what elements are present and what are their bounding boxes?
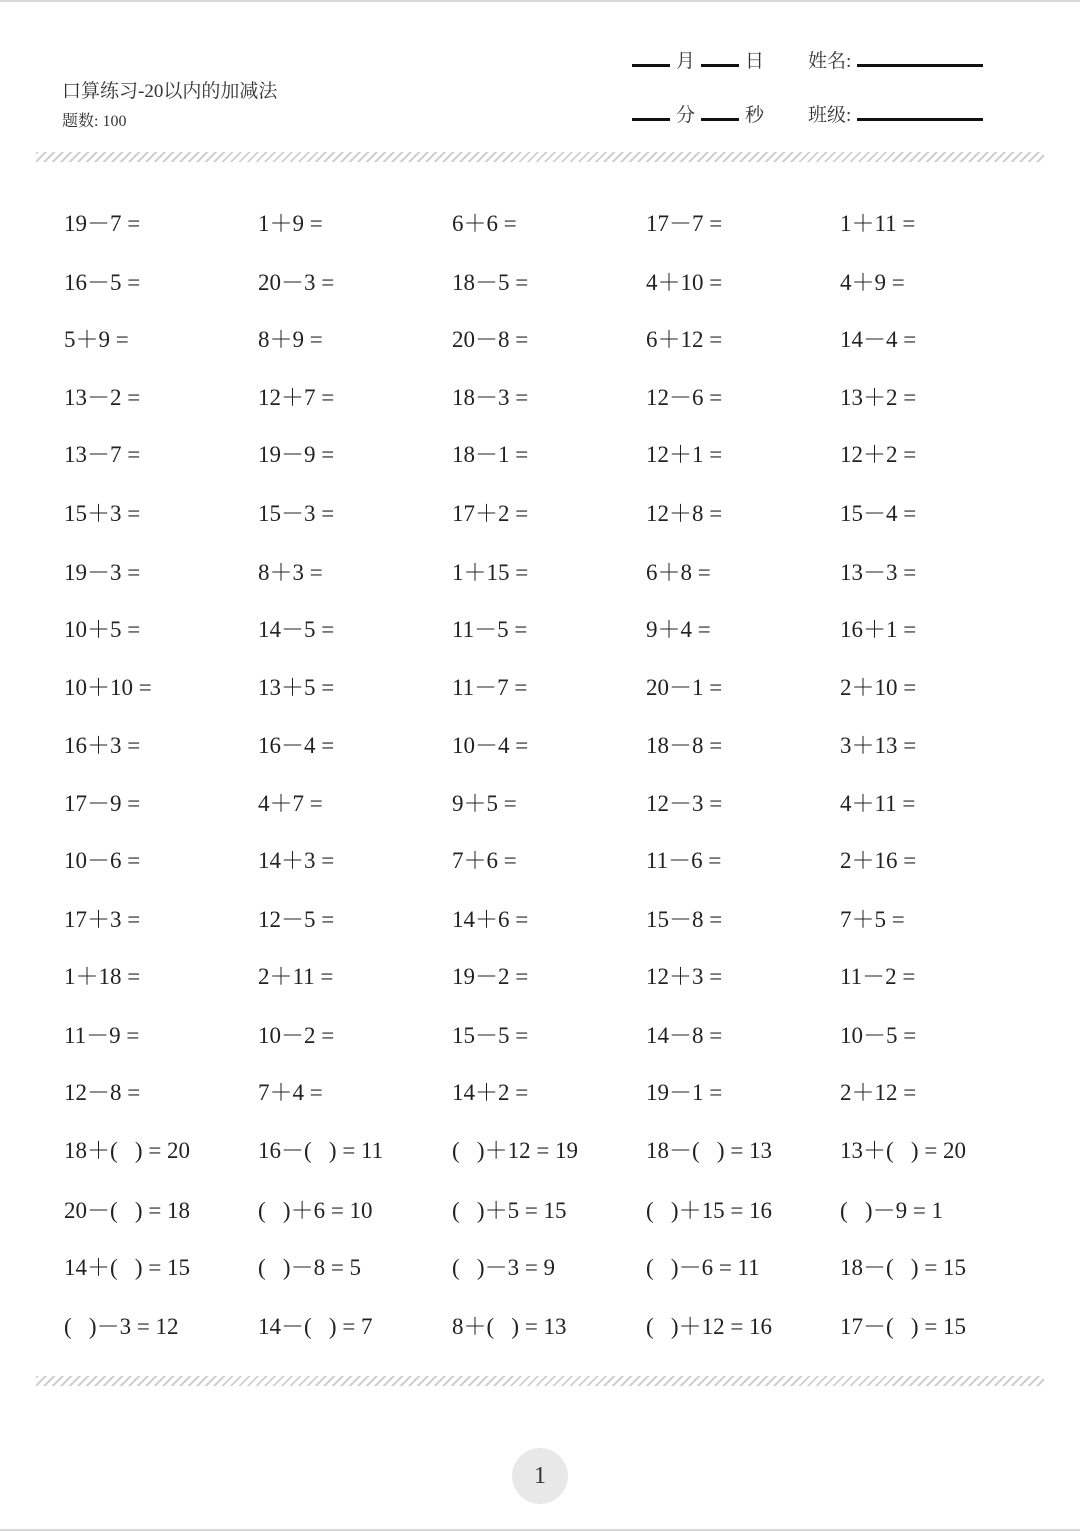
math-problem: 12＋8 =	[646, 501, 723, 526]
math-problem: ( )－9 = 1	[840, 1198, 944, 1223]
math-problem: 18－( ) = 15	[840, 1255, 967, 1280]
math-problem: 14－4 =	[840, 327, 917, 352]
minute-blank[interactable]	[632, 118, 670, 121]
math-problem: 8＋3 =	[258, 560, 323, 585]
math-problem: 16＋3 =	[64, 733, 141, 758]
math-problem: 10－4 =	[452, 733, 529, 758]
math-problem: 4＋11 =	[840, 791, 916, 816]
math-problem: 12－8 =	[64, 1080, 141, 1105]
math-problem: 15－3 =	[258, 501, 335, 526]
math-problem: 12＋7 =	[258, 385, 335, 410]
problem-row	[64, 785, 1044, 825]
problem-row	[64, 727, 1044, 767]
math-problem: 20－8 =	[452, 327, 529, 352]
bottom-divider	[36, 1376, 1044, 1386]
math-problem: 6＋12 =	[646, 327, 723, 352]
math-problem: 2＋12 =	[840, 1080, 917, 1105]
math-problem: 7＋6 =	[452, 848, 517, 873]
problem-row	[64, 669, 1044, 709]
math-problem: 1＋9 =	[258, 211, 323, 236]
problem-row	[64, 958, 1044, 998]
math-problem: 17＋2 =	[452, 501, 529, 526]
problem-row	[64, 436, 1044, 476]
math-problem: 10－2 =	[258, 1023, 335, 1048]
math-problem: 1＋11 =	[840, 211, 916, 236]
name-label: 姓名:	[808, 51, 852, 72]
math-problem: ( )－6 = 11	[646, 1255, 760, 1280]
class-blank[interactable]	[857, 118, 983, 121]
math-problem: 8＋( ) = 13	[452, 1314, 567, 1339]
math-problem: 1＋18 =	[64, 964, 141, 989]
name-blank[interactable]	[857, 64, 983, 67]
day-label: 日	[745, 51, 765, 72]
math-problem: 9＋4 =	[646, 617, 711, 642]
problem-row	[64, 611, 1044, 651]
month-blank[interactable]	[632, 64, 670, 67]
math-problem: 13＋2 =	[840, 385, 917, 410]
name-line	[808, 46, 983, 73]
math-problem: 11－5 =	[452, 617, 528, 642]
time-line	[632, 100, 770, 127]
math-problem: 10－5 =	[840, 1023, 917, 1048]
math-problem: 14＋6 =	[452, 907, 529, 932]
math-problem: ( )－3 = 9	[452, 1255, 556, 1280]
date-line	[632, 46, 770, 73]
math-problem: 17－( ) = 15	[840, 1314, 967, 1339]
math-problem: 19－7 =	[64, 211, 141, 236]
math-problem: 18－5 =	[452, 270, 529, 295]
math-problem: 6＋6 =	[452, 211, 517, 236]
minute-label: 分	[676, 105, 696, 126]
math-problem: 4＋10 =	[646, 270, 723, 295]
top-divider	[36, 152, 1044, 162]
problem-row	[64, 1308, 1044, 1348]
math-problem: 15＋3 =	[64, 501, 141, 526]
math-problem: 5＋9 =	[64, 327, 129, 352]
problem-row	[64, 554, 1044, 594]
problem-row	[64, 1132, 1044, 1172]
problem-row	[64, 1249, 1044, 1289]
math-problem: 13＋( ) = 20	[840, 1138, 967, 1163]
math-problem: ( )－8 = 5	[258, 1255, 362, 1280]
math-problem: ( )＋6 = 10	[258, 1198, 373, 1223]
math-problem: 12－3 =	[646, 791, 723, 816]
math-problem: 10＋5 =	[64, 617, 141, 642]
math-problem: 9＋5 =	[452, 791, 517, 816]
math-problem: 15－8 =	[646, 907, 723, 932]
math-problem: 8＋9 =	[258, 327, 323, 352]
math-problem: 7＋4 =	[258, 1080, 323, 1105]
math-problem: 12－6 =	[646, 385, 723, 410]
problem-row	[64, 264, 1044, 304]
problem-count: 题数: 100	[62, 113, 127, 130]
math-problem: 16－4 =	[258, 733, 335, 758]
math-problem: 14＋3 =	[258, 848, 335, 873]
math-problem: 2＋10 =	[840, 675, 917, 700]
worksheet-title: 口算练习-20以内的加减法	[62, 81, 278, 102]
problem-row	[64, 842, 1044, 882]
math-problem: 14－5 =	[258, 617, 335, 642]
math-problem: 18－( ) = 13	[646, 1138, 773, 1163]
math-problem: 15－4 =	[840, 501, 917, 526]
class-line	[808, 100, 983, 127]
math-problem: 13－7 =	[64, 442, 141, 467]
math-problem: ( )＋15 = 16	[646, 1198, 773, 1223]
math-problem: 14＋( ) = 15	[64, 1255, 191, 1280]
math-problem: 15－5 =	[452, 1023, 529, 1048]
math-problem: 11－2 =	[840, 964, 916, 989]
problem-row	[64, 1074, 1044, 1114]
math-problem: 17＋3 =	[64, 907, 141, 932]
problem-row	[64, 901, 1044, 941]
math-problem: ( )＋12 = 19	[452, 1138, 579, 1163]
math-problem: 18－3 =	[452, 385, 529, 410]
math-problem: 2＋11 =	[258, 964, 334, 989]
math-problem: 3＋13 =	[840, 733, 917, 758]
math-problem: 11－6 =	[646, 848, 722, 873]
math-problem: 19－9 =	[258, 442, 335, 467]
math-problem: 20－3 =	[258, 270, 335, 295]
math-problem: 6＋8 =	[646, 560, 711, 585]
math-problem: 18－1 =	[452, 442, 529, 467]
second-blank[interactable]	[701, 118, 739, 121]
page-border-top	[0, 0, 1080, 2]
math-problem: 14＋2 =	[452, 1080, 529, 1105]
math-problem: 20－1 =	[646, 675, 723, 700]
problem-row	[64, 321, 1044, 361]
math-problem: 14－8 =	[646, 1023, 723, 1048]
math-problem: 11－9 =	[64, 1023, 140, 1048]
math-problem: 14－( ) = 7	[258, 1314, 373, 1339]
math-problem: 4＋9 =	[840, 270, 905, 295]
math-problem: 19－2 =	[452, 964, 529, 989]
math-problem: 19－3 =	[64, 560, 141, 585]
math-problem: 17－9 =	[64, 791, 141, 816]
month-label: 月	[676, 51, 696, 72]
math-problem: 13－2 =	[64, 385, 141, 410]
math-problem: 10－6 =	[64, 848, 141, 873]
math-problem: 17－7 =	[646, 211, 723, 236]
problem-row	[64, 205, 1044, 245]
day-blank[interactable]	[701, 64, 739, 67]
math-problem: ( )＋5 = 15	[452, 1198, 567, 1223]
math-problem: ( )－3 = 12	[64, 1314, 179, 1339]
math-problem: 11－7 =	[452, 675, 528, 700]
math-problem: 12＋2 =	[840, 442, 917, 467]
math-problem: ( )＋12 = 16	[646, 1314, 773, 1339]
math-problem: 4＋7 =	[258, 791, 323, 816]
math-problem: 12＋1 =	[646, 442, 723, 467]
math-problem: 12－5 =	[258, 907, 335, 932]
math-problem: 20－( ) = 18	[64, 1198, 191, 1223]
math-problem: 2＋16 =	[840, 848, 917, 873]
math-problem: 7＋5 =	[840, 907, 905, 932]
problem-row	[64, 1192, 1044, 1232]
math-problem: 13＋5 =	[258, 675, 335, 700]
math-problem: 10＋10 =	[64, 675, 152, 700]
math-problem: 1＋15 =	[452, 560, 529, 585]
math-problem: 16－5 =	[64, 270, 141, 295]
math-problem: 13－3 =	[840, 560, 917, 585]
problem-row	[64, 1017, 1044, 1057]
page-number: 1	[512, 1448, 568, 1504]
second-label: 秒	[745, 105, 765, 126]
math-problem: 19－1 =	[646, 1080, 723, 1105]
problem-row	[64, 379, 1044, 419]
math-problem: 16＋1 =	[840, 617, 917, 642]
math-problem: 12＋3 =	[646, 964, 723, 989]
problem-row	[64, 495, 1044, 535]
math-problem: 16－( ) = 11	[258, 1138, 384, 1163]
math-problem: 18－8 =	[646, 733, 723, 758]
math-problem: 18＋( ) = 20	[64, 1138, 191, 1163]
class-label: 班级:	[808, 105, 852, 126]
